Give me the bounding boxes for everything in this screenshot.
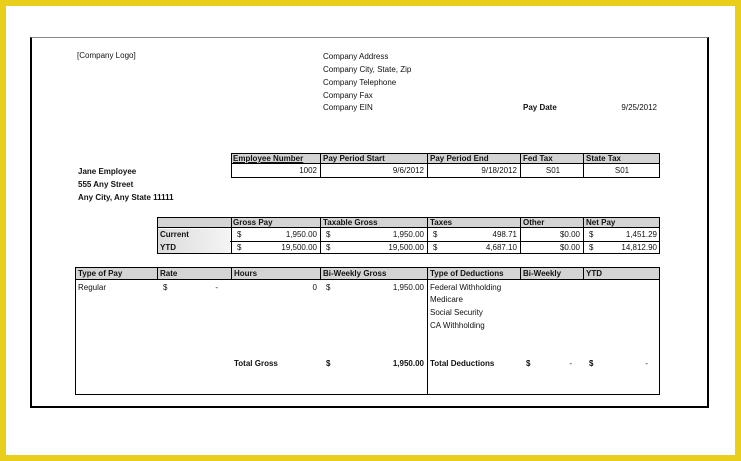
pay-date-label: Pay Date — [523, 103, 557, 112]
summary-ytd-other: $0.00 — [559, 243, 580, 252]
summary-header-taxable-gross: Taxable Gross — [323, 218, 378, 227]
pay-row-rate: - — [215, 283, 218, 292]
summary-ytd-taxes: 4,687.10 — [485, 243, 517, 252]
detail-header-hours: Hours — [234, 269, 258, 278]
total-deductions-label: Total Deductions — [430, 359, 495, 368]
pay-date-value: 9/25/2012 — [621, 103, 657, 112]
summary-row-ytd-label: YTD — [160, 243, 176, 252]
info-header-fed-tax: Fed Tax — [523, 154, 553, 163]
summary-ytd-taxable-currency: $ — [326, 243, 331, 252]
employee-name: Jane Employee — [78, 167, 137, 176]
pay-row-rate-currency: $ — [163, 283, 168, 292]
detail-header-rate: Rate — [160, 269, 178, 278]
info-pay-period-end: 9/18/2012 — [481, 166, 517, 175]
summary-header-other: Other — [523, 218, 545, 227]
pay-row-hours: 0 — [312, 283, 317, 292]
summary-ytd-net-pay: 14,812.90 — [621, 243, 657, 252]
company-fax: Company Fax — [323, 91, 373, 100]
company-telephone: Company Telephone — [323, 78, 397, 87]
company-logo-placeholder: [Company Logo] — [77, 51, 136, 60]
company-address: Company Address — [323, 52, 389, 61]
summary-ytd-gross-currency: $ — [237, 243, 242, 252]
company-city-state-zip: Company City, State, Zip — [323, 65, 412, 74]
company-ein: Company EIN — [323, 103, 373, 112]
deduction-social-security: Social Security — [430, 308, 483, 317]
summary-current-other: $0.00 — [559, 230, 580, 239]
total-gross-currency: $ — [326, 359, 331, 368]
info-header-pay-period-end: Pay Period End — [430, 154, 489, 163]
summary-ytd-taxable-gross: 19,500.00 — [388, 243, 424, 252]
total-deductions-biweekly: - — [569, 359, 572, 368]
summary-header-taxes: Taxes — [430, 218, 453, 227]
deduction-medicare: Medicare — [430, 295, 463, 304]
total-deductions-biweekly-currency: $ — [526, 359, 531, 368]
summary-ytd-taxes-currency: $ — [433, 243, 438, 252]
summary-current-taxes: 498.71 — [492, 230, 517, 239]
summary-current-net-currency: $ — [589, 230, 594, 239]
total-gross-value: 1,950.00 — [392, 359, 424, 368]
summary-header-net-pay: Net Pay — [586, 218, 616, 227]
info-header-employee-number: Employee Number — [233, 154, 304, 163]
detail-header-bi-weekly-gross: Bi-Weekly Gross — [323, 269, 387, 278]
summary-ytd-gross-pay: 19,500.00 — [281, 243, 317, 252]
total-gross-label: Total Gross — [234, 359, 278, 368]
summary-current-taxable-currency: $ — [326, 230, 331, 239]
info-header-pay-period-start: Pay Period Start — [323, 154, 385, 163]
summary-current-gross-currency: $ — [237, 230, 242, 239]
summary-current-gross-pay: 1,950.00 — [285, 230, 317, 239]
detail-header-type-of-pay: Type of Pay — [78, 269, 123, 278]
summary-current-taxable-gross: 1,950.00 — [392, 230, 424, 239]
deduction-federal-withholding: Federal Withholding — [430, 283, 502, 292]
pay-row-gross: 1,950.00 — [392, 283, 424, 292]
detail-header-type-of-deductions: Type of Deductions — [430, 269, 504, 278]
info-employee-number: 1002 — [299, 166, 317, 175]
total-deductions-ytd: - — [645, 359, 648, 368]
info-fed-tax: S01 — [545, 166, 561, 175]
summary-ytd-net-currency: $ — [589, 243, 594, 252]
summary-current-net-pay: 1,451.29 — [625, 230, 657, 239]
employee-street: 555 Any Street — [78, 180, 134, 189]
summary-row-current-label: Current — [160, 230, 189, 239]
pay-row-type: Regular — [78, 283, 107, 292]
detail-header-bi-weekly: Bi-Weekly — [523, 269, 562, 278]
info-state-tax: S01 — [614, 166, 630, 175]
info-pay-period-start: 9/6/2012 — [392, 166, 424, 175]
pay-row-gross-currency: $ — [326, 283, 331, 292]
deduction-ca-withholding: CA Withholding — [430, 321, 485, 330]
detail-header-ytd: YTD — [586, 269, 602, 278]
employee-city-state: Any City, Any State 11111 — [78, 193, 174, 202]
total-deductions-ytd-currency: $ — [589, 359, 594, 368]
summary-header-gross-pay: Gross Pay — [233, 218, 273, 227]
summary-current-taxes-currency: $ — [433, 230, 438, 239]
info-header-state-tax: State Tax — [586, 154, 621, 163]
